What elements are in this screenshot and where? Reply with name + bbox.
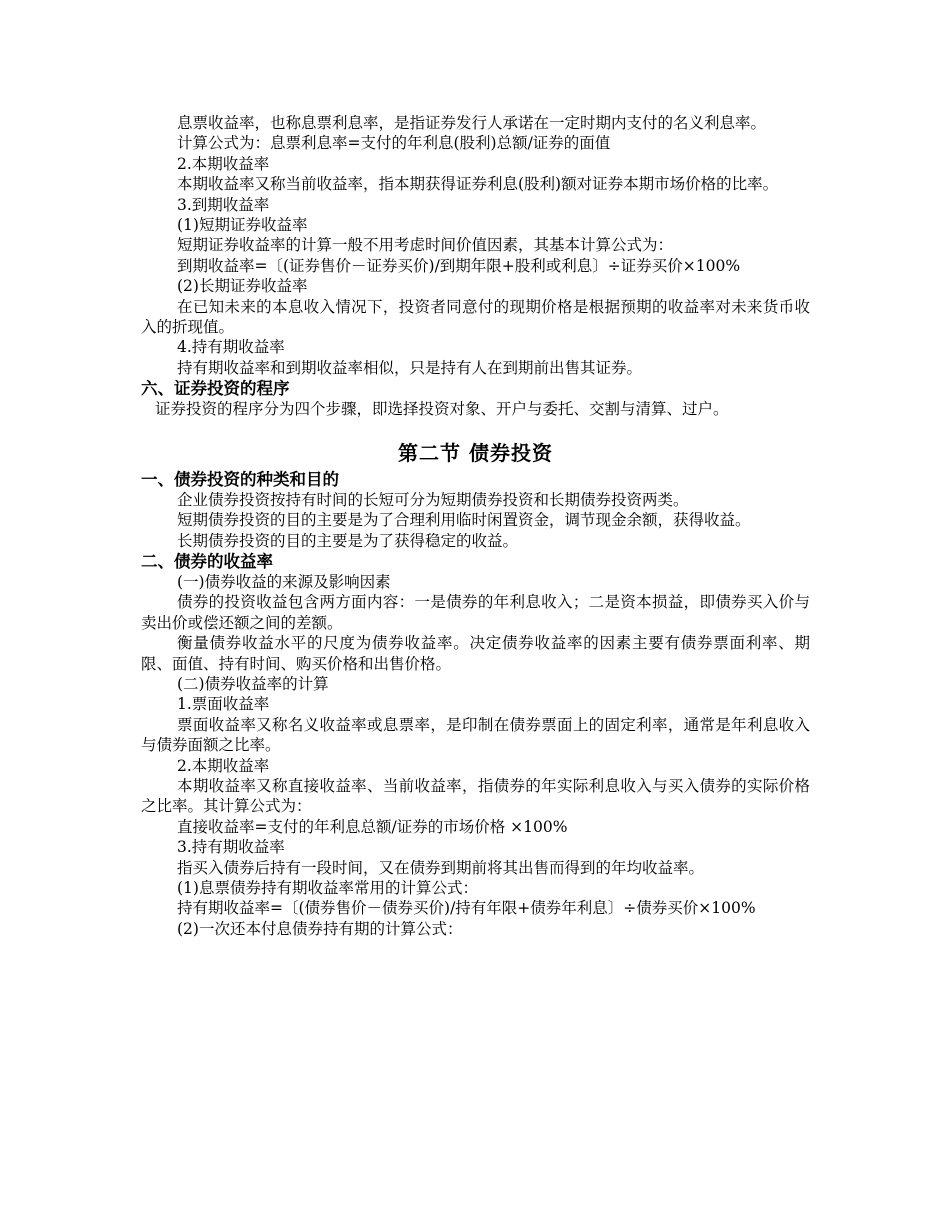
subheading: (1)短期证券收益率	[177, 216, 308, 235]
heading: 二、债券的收益率	[141, 551, 273, 571]
subheading: 4.持有期收益率	[177, 338, 285, 357]
paragraph: 债券的投资收益包含两方面内容：一是债券的年利息收入；二是资本损益，即债券买入价与卖出价或偿还额之间的差额。	[141, 593, 810, 632]
subheading: 1.票面收益率	[177, 695, 270, 714]
paragraph: 本期收益率又称当前收益率，指本期获得证券利息(股利)额对证券本期市场价格的比率。	[177, 175, 779, 194]
heading: 一、债券投资的种类和目的	[141, 469, 339, 489]
paragraph: 短期证券收益率的计算一般不用考虑时间价值因素，其基本计算公式为：	[177, 236, 674, 255]
paragraph: 长期债券投资的目的主要是为了获得稳定的收益。	[177, 531, 519, 550]
paragraph: 票面收益率又称名义收益率或息票率，是印制在债券票面上的固定利率，通常是年利息收入与债券面额之比率。	[141, 715, 810, 755]
paragraph: 息票收益率，也称息票利息率，是指证券发行人承诺在一定时期内支付的名义利息率。	[177, 114, 767, 132]
subheading: 2.本期收益率	[177, 756, 270, 775]
paragraph: 持有期收益率和到期收益率相似，只是持有人在到期前出售其证券。	[177, 358, 643, 377]
subheading: (一)债券收益的来源及影响因素	[177, 572, 391, 591]
subheading: (二)债券收益率的计算	[177, 674, 329, 693]
paragraph: 企业债券投资按持有时间的长短可分为短期债券投资和长期债券投资两类。	[177, 490, 689, 509]
formula-line: 持有期收益率=〔(债券售价－债券买价)/持有年限+债券年利息〕÷债券买价×100%	[177, 899, 756, 918]
paragraph: 证券投资的程序分为四个步骤，即选择投资对象、开户与委托、交割与清算、过户。	[155, 400, 729, 419]
heading: 六、证券投资的程序	[141, 379, 290, 399]
subheading: (2)一次还本付息债券持有期的计算公式：	[177, 919, 463, 938]
subheading: 2.本期收益率	[177, 154, 270, 173]
paragraph: 衡量债券收益水平的尺度为债券收益率。决定债券收益率的因素主要有债券票面利率、期限、面值、持有时间、购买价格和出售价格。	[141, 634, 810, 673]
paragraph: 本期收益率又称直接收益率、当前收益率，指债券的年实际利息收入与买入债券的实际价格之比率。其计算公式为：	[141, 776, 810, 816]
formula-line: 到期收益率=〔(证券售价－证券买价)/到期年限+股利或利息〕÷证券买价×100%	[177, 256, 741, 275]
subheading: 3.持有期收益率	[177, 838, 285, 857]
subheading: 3.到期收益率	[177, 195, 270, 214]
section-title: 第二节 债券投资	[398, 440, 553, 465]
subheading: (2)长期证券收益率	[177, 277, 308, 296]
paragraph: 短期债券投资的目的主要是为了合理利用临时闲置资金，调节现金余额，获得收益。	[177, 511, 751, 530]
formula-line: 直接收益率=支付的年利息总额/证券的市场价格 ×100%	[177, 817, 568, 836]
formula-line: 计算公式为：息票利息率=支付的年利息(股利)总额/证券的面值	[177, 134, 611, 153]
paragraph: 指买入债券后持有一段时间，又在债券到期前将其出售而得到的年均收益率。	[177, 858, 705, 877]
subheading: (1)息票债券持有期收益率常用的计算公式：	[177, 879, 478, 897]
document-body	[141, 113, 810, 939]
paragraph: 在已知未来的本息收入情况下，投资者同意付的现期价格是根据预期的收益率对未来货币收入的折现值。	[141, 297, 810, 337]
